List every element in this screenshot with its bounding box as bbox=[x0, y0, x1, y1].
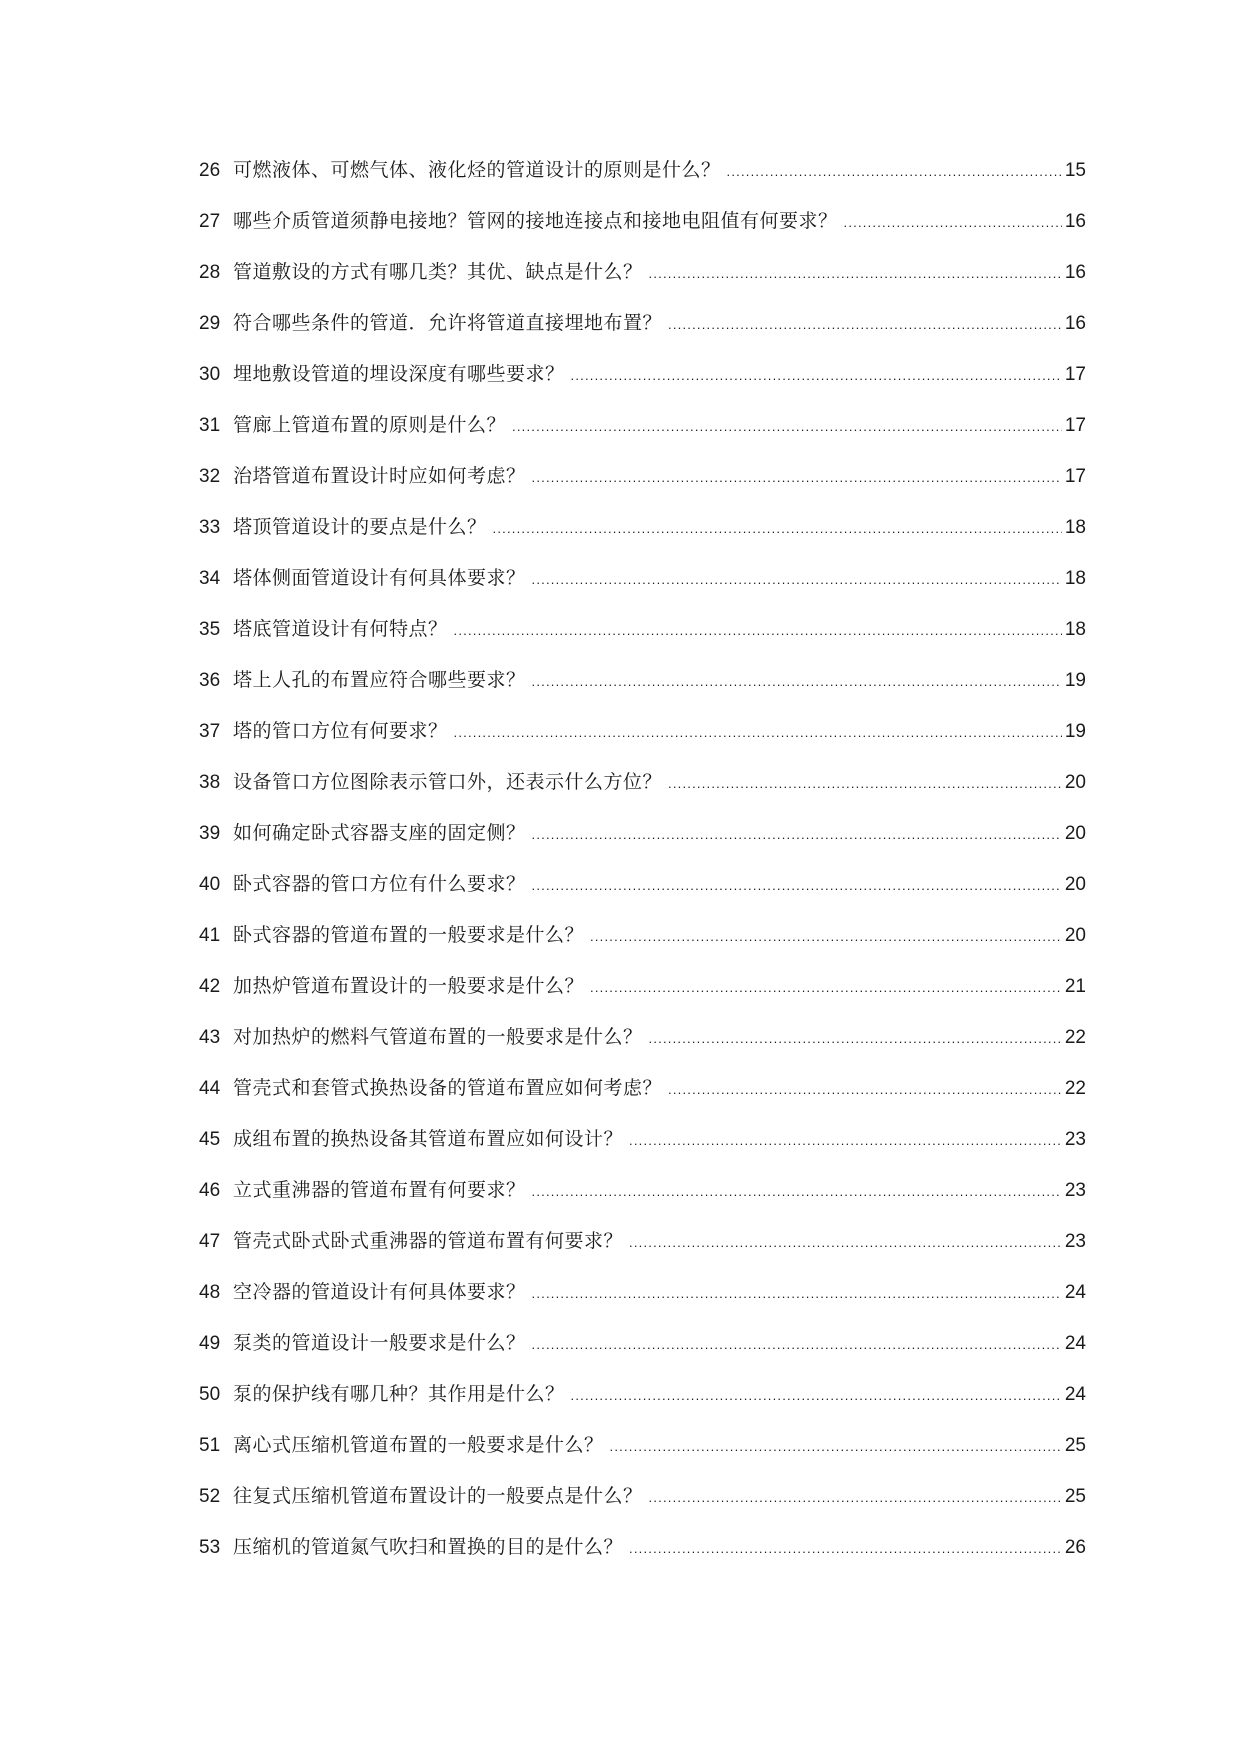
toc-entry-page-number[interactable]: 15 bbox=[1064, 160, 1086, 181]
toc-entry[interactable] bbox=[199, 1382, 1086, 1433]
toc-entry-number: 53 bbox=[199, 1537, 221, 1558]
toc-entry-number: 30 bbox=[199, 364, 221, 385]
toc-entry-number: 28 bbox=[199, 262, 221, 283]
toc-entry-title[interactable]: 对加热炉的燃料气管道布置的一般要求是什么？ bbox=[233, 1026, 643, 1048]
toc-entry-number: 35 bbox=[199, 619, 221, 640]
toc-entry-page-number[interactable]: 17 bbox=[1064, 364, 1086, 385]
toc-entry-number: 37 bbox=[199, 721, 221, 742]
toc-dot-leader bbox=[532, 1180, 1062, 1204]
toc-entry-title[interactable]: 符合哪些条件的管道．允许将管道直接埋地布置？ bbox=[233, 312, 663, 334]
toc-entry-number: 43 bbox=[199, 1027, 221, 1048]
toc-dot-leader bbox=[610, 1435, 1062, 1459]
toc-dot-leader bbox=[844, 211, 1062, 235]
toc-dot-leader bbox=[532, 466, 1062, 490]
toc-entry[interactable] bbox=[199, 1433, 1086, 1484]
toc-entry-page-number[interactable]: 20 bbox=[1064, 772, 1086, 793]
toc-entry-page-number[interactable]: 17 bbox=[1064, 415, 1086, 436]
toc-entry-title[interactable]: 埋地敷设管道的埋设深度有哪些要求？ bbox=[233, 363, 565, 385]
toc-entry[interactable] bbox=[199, 1331, 1086, 1382]
toc-dot-leader bbox=[590, 976, 1062, 1000]
toc-dot-leader bbox=[629, 1231, 1062, 1255]
toc-dot-leader bbox=[454, 721, 1062, 745]
toc-entry-title[interactable]: 管壳式和套管式换热设备的管道布置应如何考虑？ bbox=[233, 1077, 663, 1099]
toc-dot-leader bbox=[532, 823, 1062, 847]
toc-dot-leader bbox=[571, 1384, 1062, 1408]
toc-dot-leader bbox=[649, 262, 1062, 286]
toc-entry-title[interactable]: 塔上人孔的布置应符合哪些要求？ bbox=[233, 669, 526, 691]
toc-dot-leader bbox=[629, 1537, 1062, 1561]
toc-entry[interactable] bbox=[199, 362, 1086, 413]
toc-entry-page-number[interactable]: 16 bbox=[1064, 211, 1086, 232]
toc-entry-number: 50 bbox=[199, 1384, 221, 1405]
toc-entry-number: 38 bbox=[199, 772, 221, 793]
toc-entry-title[interactable]: 可燃液体、可燃气体、液化烃的管道设计的原则是什么？ bbox=[233, 159, 721, 181]
toc-entry-number: 29 bbox=[199, 313, 221, 334]
toc-entry[interactable] bbox=[199, 1535, 1086, 1586]
toc-dot-leader bbox=[532, 670, 1062, 694]
toc-entry-title[interactable]: 加热炉管道布置设计的一般要求是什么？ bbox=[233, 975, 585, 997]
toc-dot-leader bbox=[649, 1027, 1062, 1051]
toc-entry[interactable] bbox=[199, 770, 1086, 821]
toc-entry-title[interactable]: 卧式容器的管道布置的一般要求是什么？ bbox=[233, 924, 585, 946]
toc-dot-leader bbox=[571, 364, 1062, 388]
toc-entry-page-number[interactable]: 18 bbox=[1064, 619, 1086, 640]
toc-entry[interactable] bbox=[199, 1025, 1086, 1076]
toc-entry-number: 27 bbox=[199, 211, 221, 232]
toc-entry-number: 49 bbox=[199, 1333, 221, 1354]
toc-dot-leader bbox=[532, 568, 1062, 592]
toc-entry-title[interactable]: 治塔管道布置设计时应如何考虑？ bbox=[233, 465, 526, 487]
toc-entry-page-number[interactable]: 19 bbox=[1064, 721, 1086, 742]
toc-entry[interactable] bbox=[199, 413, 1086, 464]
toc-entry-page-number[interactable]: 20 bbox=[1064, 823, 1086, 844]
toc-entry[interactable] bbox=[199, 209, 1086, 260]
toc-entry-number: 45 bbox=[199, 1129, 221, 1150]
toc-entry[interactable] bbox=[199, 464, 1086, 515]
toc-entry-number: 48 bbox=[199, 1282, 221, 1303]
toc-entry[interactable] bbox=[199, 1178, 1086, 1229]
toc-dot-leader bbox=[454, 619, 1062, 643]
toc-entry-title[interactable]: 设备管口方位图除表示管口外，还表示什么方位？ bbox=[233, 771, 663, 793]
toc-entry-page-number[interactable]: 24 bbox=[1064, 1333, 1086, 1354]
toc-entry-number: 33 bbox=[199, 517, 221, 538]
toc-entry[interactable] bbox=[199, 923, 1086, 974]
toc-entry-page-number[interactable]: 18 bbox=[1064, 517, 1086, 538]
toc-entry-page-number[interactable]: 24 bbox=[1064, 1384, 1086, 1405]
toc-dot-leader bbox=[532, 1333, 1062, 1357]
toc-entry-page-number[interactable]: 22 bbox=[1064, 1027, 1086, 1048]
table-of-contents bbox=[199, 158, 1086, 1586]
toc-entry-number: 44 bbox=[199, 1078, 221, 1099]
toc-entry-page-number[interactable]: 21 bbox=[1064, 976, 1086, 997]
toc-entry-number: 34 bbox=[199, 568, 221, 589]
toc-entry-page-number[interactable]: 22 bbox=[1064, 1078, 1086, 1099]
toc-dot-leader bbox=[649, 1486, 1062, 1510]
toc-dot-leader bbox=[668, 772, 1062, 796]
toc-entry-title[interactable]: 塔底管道设计有何特点？ bbox=[233, 618, 448, 640]
toc-entry[interactable] bbox=[199, 311, 1086, 362]
toc-dot-leader bbox=[629, 1129, 1062, 1153]
toc-entry-page-number[interactable]: 19 bbox=[1064, 670, 1086, 691]
toc-entry[interactable] bbox=[199, 260, 1086, 311]
toc-entry-title[interactable]: 管廊上管道布置的原则是什么？ bbox=[233, 414, 507, 436]
toc-entry-title[interactable]: 管道敷设的方式有哪几类？其优、缺点是什么？ bbox=[233, 261, 643, 283]
toc-entry-number: 51 bbox=[199, 1435, 221, 1456]
toc-entry-number: 41 bbox=[199, 925, 221, 946]
toc-entry-page-number[interactable]: 25 bbox=[1064, 1486, 1086, 1507]
toc-dot-leader bbox=[512, 415, 1062, 439]
toc-entry-title[interactable]: 往复式压缩机管道布置设计的一般要点是什么？ bbox=[233, 1485, 643, 1507]
toc-dot-leader bbox=[727, 160, 1062, 184]
toc-entry-number: 40 bbox=[199, 874, 221, 895]
toc-entry-title[interactable]: 塔体侧面管道设计有何具体要求？ bbox=[233, 567, 526, 589]
toc-entry[interactable] bbox=[199, 1076, 1086, 1127]
toc-entry-number: 39 bbox=[199, 823, 221, 844]
toc-entry-title[interactable]: 泵类的管道设计一般要求是什么？ bbox=[233, 1332, 526, 1354]
toc-entry[interactable] bbox=[199, 1280, 1086, 1331]
toc-dot-leader bbox=[590, 925, 1062, 949]
toc-entry-page-number[interactable]: 20 bbox=[1064, 925, 1086, 946]
toc-entry-title[interactable]: 哪些介质管道须静电接地？管网的接地连接点和接地电阻值有何要求？ bbox=[233, 210, 838, 232]
toc-entry-number: 42 bbox=[199, 976, 221, 997]
toc-entry-number: 52 bbox=[199, 1486, 221, 1507]
toc-entry[interactable] bbox=[199, 566, 1086, 617]
toc-entry-title[interactable]: 管壳式卧式卧式重沸器的管道布置有何要求？ bbox=[233, 1230, 624, 1252]
toc-entry[interactable] bbox=[199, 1484, 1086, 1535]
toc-entry-title[interactable]: 立式重沸器的管道布置有何要求？ bbox=[233, 1179, 526, 1201]
toc-entry-page-number[interactable]: 26 bbox=[1064, 1537, 1086, 1558]
toc-entry-page-number[interactable]: 24 bbox=[1064, 1282, 1086, 1303]
toc-entry[interactable] bbox=[199, 821, 1086, 872]
toc-entry-title[interactable]: 空冷器的管道设计有何具体要求？ bbox=[233, 1281, 526, 1303]
toc-dot-leader bbox=[493, 517, 1062, 541]
toc-entry-title[interactable]: 泵的保护线有哪几种？其作用是什么？ bbox=[233, 1383, 565, 1405]
toc-entry[interactable] bbox=[199, 1229, 1086, 1280]
toc-entry-title[interactable]: 成组布置的换热设备其管道布置应如何设计？ bbox=[233, 1128, 624, 1150]
toc-entry[interactable] bbox=[199, 1127, 1086, 1178]
toc-entry-title[interactable]: 压缩机的管道氮气吹扫和置换的目的是什么？ bbox=[233, 1536, 624, 1558]
toc-dot-leader bbox=[668, 1078, 1062, 1102]
toc-entry-number: 36 bbox=[199, 670, 221, 691]
toc-entry-title[interactable]: 卧式容器的管口方位有什么要求？ bbox=[233, 873, 526, 895]
toc-entry-page-number[interactable]: 23 bbox=[1064, 1129, 1086, 1150]
toc-entry[interactable] bbox=[199, 974, 1086, 1025]
toc-entry-page-number[interactable]: 16 bbox=[1064, 262, 1086, 283]
toc-dot-leader bbox=[532, 874, 1062, 898]
toc-entry[interactable] bbox=[199, 515, 1086, 566]
toc-entry-number: 32 bbox=[199, 466, 221, 487]
toc-entry-number: 47 bbox=[199, 1231, 221, 1252]
toc-entry-page-number[interactable]: 23 bbox=[1064, 1231, 1086, 1252]
toc-entry-title[interactable]: 塔顶管道设计的要点是什么？ bbox=[233, 516, 487, 538]
toc-entry[interactable] bbox=[199, 158, 1086, 209]
toc-entry-number: 46 bbox=[199, 1180, 221, 1201]
toc-entry-page-number[interactable]: 17 bbox=[1064, 466, 1086, 487]
toc-dot-leader bbox=[668, 313, 1062, 337]
toc-entry-title[interactable]: 如何确定卧式容器支座的固定侧？ bbox=[233, 822, 526, 844]
toc-entry-page-number[interactable]: 23 bbox=[1064, 1180, 1086, 1201]
toc-entry[interactable] bbox=[199, 617, 1086, 668]
toc-entry-page-number[interactable]: 25 bbox=[1064, 1435, 1086, 1456]
toc-entry-number: 31 bbox=[199, 415, 221, 436]
toc-entry-title[interactable]: 离心式压缩机管道布置的一般要求是什么？ bbox=[233, 1434, 604, 1456]
toc-entry-page-number[interactable]: 16 bbox=[1064, 313, 1086, 334]
toc-entry[interactable] bbox=[199, 719, 1086, 770]
toc-dot-leader bbox=[532, 1282, 1062, 1306]
toc-entry-number: 26 bbox=[199, 160, 221, 181]
toc-entry-title[interactable]: 塔的管口方位有何要求？ bbox=[233, 720, 448, 742]
toc-entry-page-number[interactable]: 20 bbox=[1064, 874, 1086, 895]
toc-entry-page-number[interactable]: 18 bbox=[1064, 568, 1086, 589]
toc-entry[interactable] bbox=[199, 668, 1086, 719]
toc-entry[interactable] bbox=[199, 872, 1086, 923]
